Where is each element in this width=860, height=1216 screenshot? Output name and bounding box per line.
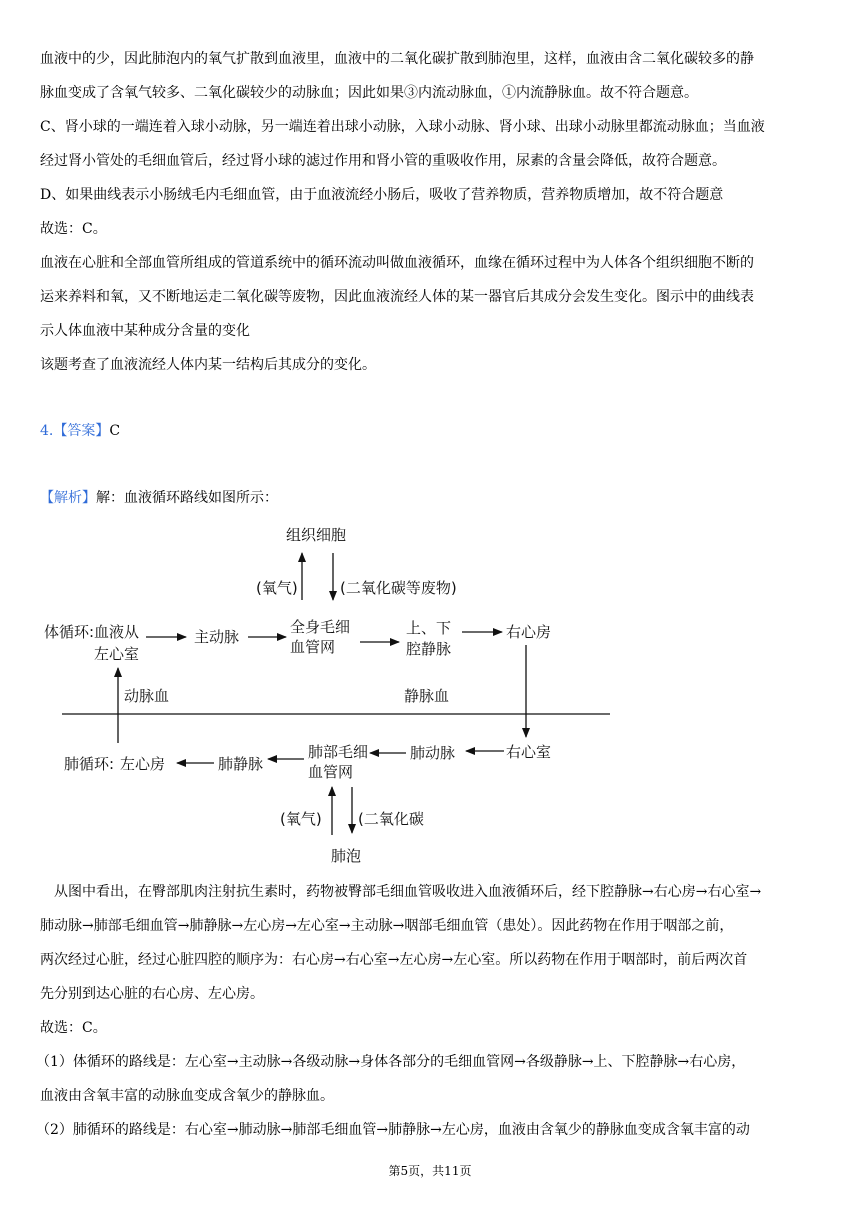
paragraph-line: C、肾小球的一端连着入球小动脉，另一端连着出球小动脉，入球小动脉、肾小球、出球小动脉里都流动脉血；当血液: [40, 119, 765, 135]
right-ventricle-label: 右心室: [506, 743, 552, 761]
paragraph-line: 经过肾小管处的毛细血管后，经过肾小球的滤过作用和肾小管的重吸收作用，尿素的含量会降低，故符合题意。: [40, 153, 726, 169]
blood-circulation-diagram: [0, 515, 860, 875]
answer-tag: 【答案】: [53, 423, 110, 439]
systemic-label: 体循环:: [44, 623, 95, 641]
venous-blood-label: 静脉血: [404, 687, 450, 705]
answer-value: C: [109, 423, 121, 439]
pulmonary-vein-label: 肺静脉: [218, 755, 264, 773]
paragraph-line: （1）体循环的路线是：左心室→主动脉→各级动脉→身体各部分的毛细血管网→各级静脉→上、下腔静脉→右心房，: [36, 1054, 746, 1070]
paragraph-line: 该题考查了血液流经人体内某一结构后其成分的变化。: [40, 357, 376, 373]
vena-cava-label-1: 上、下: [406, 619, 452, 637]
paragraph-line: （2）肺循环的路线是：右心室→肺动脉→肺部毛细血管→肺静脉→左心房，血液由含氧少的静脉血变成含氧丰富的动: [36, 1122, 750, 1138]
body-capillary-label-1: 全身毛细: [290, 618, 351, 636]
pulmonary-artery-label: 肺动脉: [410, 744, 456, 762]
left-atrium-label: 左心房: [120, 755, 166, 773]
question-number: 4.: [40, 423, 54, 439]
lung-capillary-label-1: 肺部毛细: [308, 743, 369, 761]
paragraph-line: 血液中的少，因此肺泡内的氧气扩散到血液里，血液中的二氧化碳扩散到肺泡里，这样，血液由含二氧化碳较多的静: [40, 51, 754, 67]
paragraph-line: 运来养料和氧，又不断地运走二氧化碳等废物，因此血液流经人体的某一器官后其成分会发生变化。图示中的曲线表: [40, 289, 754, 305]
analysis-tag: 【解析】: [40, 490, 96, 506]
paragraph-line: 故选：C。: [40, 1020, 107, 1036]
paragraph-line: D、如果曲线表示小肠绒毛内毛细血管，由于血液流经小肠后，吸收了营养物质，营养物质增加，故不符合题意: [40, 187, 724, 203]
right-atrium-label: 右心房: [506, 623, 552, 641]
paragraph-line: 示人体血液中某种成分含量的变化: [40, 323, 250, 339]
left-ventricle-source-2: 左心室: [94, 645, 140, 663]
paragraph-line: 先分别到达心脏的右心房、左心房。: [40, 986, 264, 1002]
paragraph-line: 故选：C。: [40, 221, 107, 237]
paragraph-line: 血液由含氧丰富的动脉血变成含氧少的静脉血。: [40, 1088, 334, 1104]
oxygen-label: (氧气): [256, 579, 298, 597]
tissue-cells-label: 组织细胞: [286, 526, 347, 544]
paragraph-line: 脉血变成了含氧气较多、二氧化碳较少的动脉血；因此如果③内流动脉血，①内流静脉血。故不符合题意。: [40, 85, 698, 101]
pulmonary-label: 肺循环:: [64, 755, 115, 773]
paragraph-line: 两次经过心脏，经过心脏四腔的顺序为：右心房→右心室→左心房→左心室。所以药物在作用于咽部时，前后两次首: [40, 952, 748, 968]
lung-capillary-label-2: 血管网: [308, 763, 354, 781]
lung-co2-label: (二氧化碳: [358, 810, 424, 828]
paragraph-line: 血液在心脏和全部血管所组成的管道系统中的循环流动叫做血液循环，血缘在循环过程中为人体各个组织细胞不断的: [40, 255, 754, 271]
co2-waste-label: (二氧化碳等废物): [340, 579, 457, 597]
page-footer: 第5页，共11页: [388, 1164, 472, 1178]
vena-cava-label-2: 腔静脉: [406, 640, 452, 658]
analysis-line: [40, 486, 278, 510]
analysis-intro: 解：血液循环路线如图所示：: [96, 490, 278, 506]
arterial-blood-label: 动脉血: [124, 687, 170, 705]
body-capillary-label-2: 血管网: [290, 638, 336, 656]
paragraph-line: 从图中看出，在臀部肌肉注射抗生素时，药物被臀部毛细血管吸收进入血液循环后，经下腔静脉→右心房→右心室→: [54, 884, 762, 900]
alveoli-label: 肺泡: [331, 847, 362, 865]
aorta-label: 主动脉: [194, 628, 240, 646]
left-ventricle-source-1: 血液从: [94, 623, 140, 641]
paragraph-line: 肺动脉→肺部毛细血管→肺静脉→左心房→左心室→主动脉→咽部毛细血管（患处）。因此药物在作用于咽部之前，: [40, 918, 734, 934]
lung-oxygen-label: (氧气): [280, 810, 322, 828]
answer-line: [40, 419, 120, 443]
